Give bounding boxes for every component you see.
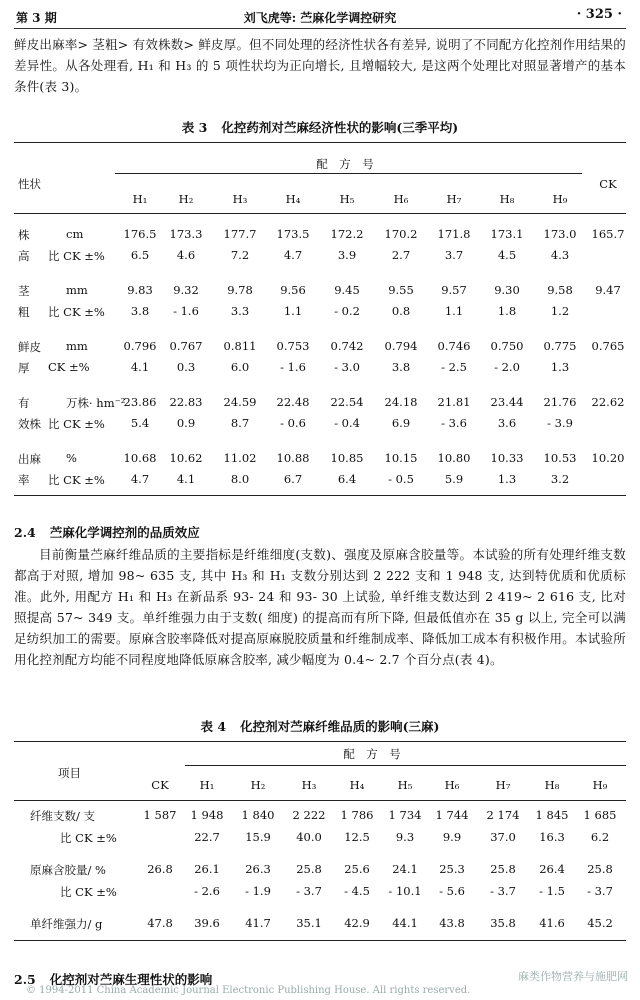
table3-cell: 6.0 (230, 360, 250, 374)
table3-row-unit: 比 CK ±% (48, 249, 105, 263)
table3-cell: 10.85 (330, 451, 364, 465)
table4-cell: 43.8 (439, 916, 465, 930)
running-header (14, 6, 626, 29)
table3-cell: 4.7 (130, 472, 150, 486)
table3-row-label: 效株 (18, 417, 41, 431)
table3-cell: 11.02 (223, 451, 257, 465)
table4-cell: 12.5 (344, 830, 370, 844)
table3-cell: 6.7 (283, 472, 303, 486)
table3-col-header: H₄ (285, 192, 301, 206)
table4-row-label: 纤维支数/ 支 (30, 809, 96, 823)
table4-cell: 2 174 (486, 808, 520, 822)
table4-cell: 35.8 (490, 916, 516, 930)
table3-cell: 3.8 (391, 360, 411, 374)
table3-row-label: 粗 (18, 305, 30, 319)
table3-cell: 5.4 (130, 416, 150, 430)
table4-cell: - 1.9 (245, 884, 271, 898)
table3-cell: 173.5 (276, 227, 310, 241)
table3-row-unit: % (66, 451, 77, 465)
table3-cell: 4.1 (130, 360, 150, 374)
table4-row-label: 比 CK ±% (60, 831, 117, 845)
table4-cell: 1 845 (535, 808, 569, 822)
table3-row-label: 率 (18, 473, 30, 487)
table4-cell: 6.2 (590, 830, 610, 844)
table4-cell: - 2.6 (194, 884, 220, 898)
table3-cell: 0.8 (391, 304, 411, 318)
table3-cell: 3.3 (230, 304, 250, 318)
table4-col-header: H₂ (250, 778, 266, 792)
table3-ck-header: CK (599, 177, 617, 191)
table3-cell: - 0.6 (280, 416, 306, 430)
table3-cell: - 3.9 (547, 416, 573, 430)
table3-cell: 9.58 (547, 283, 573, 297)
section-2-4-heading (14, 523, 200, 541)
table4-cell: 22.7 (194, 830, 220, 844)
table3-cell: - 1.6 (173, 304, 199, 318)
table3-col-header: H₃ (232, 192, 248, 206)
table3-cell: 165.7 (591, 227, 625, 241)
table4-row-label: 单纤维强力/ g (30, 917, 103, 931)
table3-cell: 6.9 (391, 416, 411, 430)
table3-cell: 1.3 (550, 360, 570, 374)
table3-cell: - 0.4 (334, 416, 360, 430)
table-rule (14, 741, 626, 742)
table4-cell: - 4.5 (344, 884, 370, 898)
table3-cell: 9.78 (227, 283, 253, 297)
table3-row-unit: cm (66, 227, 84, 241)
table3-cell: 9.83 (127, 283, 153, 297)
table3-cell: 8.7 (230, 416, 250, 430)
table3-cell: 0.767 (169, 339, 203, 353)
table3-cell: 10.80 (437, 451, 471, 465)
table3-cell: 1.8 (497, 304, 517, 318)
intro-paragraph: 鲜皮出麻率> 茎粗> 有效株数> 鲜皮厚。但不同处理的经济性状各有差异, 说明了不同配方化控剂作用结果的差异性。从各处理看, H₁ 和 H₃ 的 5 项性状均为正向增长, 且增幅较大, 是这两个处理比对照显著增产的基本条件(表 3)。 (14, 37, 626, 94)
table3-cell: 173.0 (543, 227, 577, 241)
table3-row-unit: 万株· hm⁻² (66, 396, 126, 410)
table4-cell: 25.8 (296, 862, 322, 876)
table3-cell: 10.15 (384, 451, 418, 465)
table4-cell: - 3.7 (587, 884, 613, 898)
table4-row-label: 比 CK ±% (60, 885, 117, 899)
table3-cell: 22.48 (276, 395, 310, 409)
table4-row-label: 原麻含胶量/ % (30, 863, 106, 877)
table3-cell: - 3.0 (334, 360, 360, 374)
table3-cell: 9.47 (595, 283, 621, 297)
table4-cell: 42.9 (344, 916, 370, 930)
table3-col-header: H₇ (446, 192, 462, 206)
table3-cell: 5.9 (444, 472, 464, 486)
table4-col-header: H₅ (397, 778, 413, 792)
table3-cell: 10.68 (123, 451, 157, 465)
table4-cell: 1 734 (388, 808, 422, 822)
table3-cell: 4.7 (283, 248, 303, 262)
table3-formula-header: 配 方 号 (316, 157, 374, 171)
table3-col-header: H₈ (499, 192, 515, 206)
table4-cell: 47.8 (147, 916, 173, 930)
table4-caption (0, 717, 640, 735)
page-number: · 325 · (576, 7, 622, 22)
table3-col-header: H₂ (178, 192, 194, 206)
table3-cell: 23.44 (490, 395, 524, 409)
table4-cell: 26.3 (245, 862, 271, 876)
table3-cell: 3.9 (337, 248, 357, 262)
table3-cell: 0.753 (276, 339, 310, 353)
table-rule (14, 495, 626, 496)
table4-cell: - 3.7 (296, 884, 322, 898)
table3-col-header: H₅ (339, 192, 355, 206)
table3-cell: 177.7 (223, 227, 257, 241)
table3-caption (0, 118, 640, 136)
table3-cell: 21.81 (437, 395, 471, 409)
table4-cell: 9.9 (442, 830, 462, 844)
table3-cell: 22.83 (169, 395, 203, 409)
table4-cell: 1 948 (190, 808, 224, 822)
table3-cell: 22.54 (330, 395, 364, 409)
table3-cell: 10.62 (169, 451, 203, 465)
table3-cell: 10.53 (543, 451, 577, 465)
table3-cell: 170.2 (384, 227, 418, 241)
table4-title: 化控剂对苎麻纤维品质的影响(三麻) (240, 719, 440, 734)
table4-cell: 16.3 (539, 830, 565, 844)
table3-col-header: H₁ (132, 192, 148, 206)
table3-cell: 3.8 (130, 304, 150, 318)
table3-cell: 0.811 (223, 339, 257, 353)
table4-number: 表 4 (200, 719, 227, 734)
table4-cell: - 3.7 (490, 884, 516, 898)
table4-col-header: H₁ (199, 778, 215, 792)
table4-cell: 1 587 (143, 808, 177, 822)
table3-cell: 8.0 (230, 472, 250, 486)
table3-cell: 0.794 (384, 339, 418, 353)
table4-formula-header: 配 方 号 (343, 747, 401, 761)
table3-cell: 21.76 (543, 395, 577, 409)
table4-cell: 39.6 (194, 916, 220, 930)
table3-cell: 4.6 (176, 248, 196, 262)
table4-cell: 41.6 (539, 916, 565, 930)
table3-trait-header: 性状 (18, 177, 41, 191)
table3-number: 表 3 (181, 120, 208, 135)
table4-cell: 25.6 (344, 862, 370, 876)
table4-cell: - 10.1 (388, 884, 422, 898)
table4-cell: 37.0 (490, 830, 516, 844)
table3-cell: 10.88 (276, 451, 310, 465)
table3-cell: 0.775 (543, 339, 577, 353)
table4-cell: 25.8 (587, 862, 613, 876)
table4-col-header: H₄ (349, 778, 365, 792)
table3-row-label: 高 (18, 249, 30, 263)
table3-row-label: 株 (18, 228, 30, 242)
table3-cell: 9.32 (173, 283, 199, 297)
table-rule (14, 800, 626, 801)
table3-cell: 176.5 (123, 227, 157, 241)
table4-item-header: 项目 (58, 766, 81, 780)
table3-cell: - 0.5 (388, 472, 414, 486)
table3-row-unit: CK ±% (48, 360, 90, 374)
table3-cell: 22.62 (591, 395, 625, 409)
table3-cell: 0.9 (176, 416, 196, 430)
table3-cell: 171.8 (437, 227, 471, 241)
table3-cell: 23.86 (123, 395, 157, 409)
table3-cell: 4.5 (497, 248, 517, 262)
table4-cell: 9.3 (395, 830, 415, 844)
section-2-5-number: 2.5 (14, 972, 36, 987)
table3-cell: 4.1 (176, 472, 196, 486)
table-rule (14, 213, 626, 214)
table4-col-header: H₆ (444, 778, 460, 792)
table-rule (185, 765, 626, 766)
table4-cell: 1 840 (241, 808, 275, 822)
table4-cell: 15.9 (245, 830, 271, 844)
section-2-5-title: 化控剂对苎麻生理性状的影响 (49, 972, 213, 987)
table3-row-unit: 比 CK ±% (48, 417, 105, 431)
running-title: 刘飞虎等: 苎麻化学调控研究 (243, 11, 397, 25)
table4-cell: 40.0 (296, 830, 322, 844)
table3-row-unit: mm (66, 283, 88, 297)
table4-cell: 26.1 (194, 862, 220, 876)
table3-cell: 0.765 (591, 339, 625, 353)
table4-cell: 1 685 (583, 808, 617, 822)
issue-number: 第 3 期 (16, 11, 57, 25)
section-2-4-title: 苎麻化学调控剂的品质效应 (49, 525, 200, 540)
table4-cell: - 5.6 (439, 884, 465, 898)
table4-cell: 26.4 (539, 862, 565, 876)
table-rule (115, 173, 582, 174)
table3-cell: 0.3 (176, 360, 196, 374)
table3-cell: 172.2 (330, 227, 364, 241)
table4-cell: 44.1 (392, 916, 418, 930)
table3-cell: 1.1 (444, 304, 464, 318)
table4-cell: 24.1 (392, 862, 418, 876)
table3-cell: 9.56 (280, 283, 306, 297)
table3-cell: 10.33 (490, 451, 524, 465)
table3-cell: 6.4 (337, 472, 357, 486)
table3-row-label: 有 (18, 396, 30, 410)
table3-cell: 3.7 (444, 248, 464, 262)
table4-col-header: H₉ (592, 778, 608, 792)
table3-cell: 1.3 (497, 472, 517, 486)
table4-col-header: H₇ (495, 778, 511, 792)
table3-cell: 0.796 (123, 339, 157, 353)
quality-paragraph: 目前衡量苎麻纤维品质的主要指标是纤维细度(支数)、强度及原麻含胶量等。本试验的所有处理纤维支数都高于对照, 增加 98~ 635 支, 其中 H₃ 和 H₁ 支数分别达到 2 222 支和 1 948 支, 达到特优质和优质标准。此外, 用配方 H₁ 和 H₃ 在新品系 93- 24 和 93- 30 上试验, 单纤维支数达到 2 419~ 2 616 支, 比对照提高 57~ 349 支。单纤维强力由于支数( 细度) 的提高而有所下降, 但最低值亦在 35 g 以上, 完全可以满足纺织加工的需要。原麻含胶率降低对提高原麻脱胶质量和纤维制成率、降低加工成本有积极作用。本试验所用化控剂配方均能不同程度地降低原麻含胶率, 减少幅度为 0.4~ 2.7 个百分点(表 4)。 (14, 547, 626, 667)
table3-row-label: 出麻 (18, 452, 41, 466)
table-rule (14, 940, 626, 941)
table3-cell: 9.57 (441, 283, 467, 297)
table3-cell: 6.5 (130, 248, 150, 262)
table3-cell: 4.3 (550, 248, 570, 262)
section-2-4-number: 2.4 (14, 525, 36, 540)
site-watermark: 麻类作物营养与施肥网 (518, 970, 628, 983)
table4-cell: 25.8 (490, 862, 516, 876)
table3-col-header: H₉ (552, 192, 568, 206)
table3-row-label: 厚 (18, 361, 30, 375)
table3-row-label: 茎 (18, 284, 30, 298)
table3-col-header: H₆ (393, 192, 409, 206)
copyright-notice: © 1994-2011 China Academic Journal Electronic Publishing House. All rights reserved. (26, 985, 471, 996)
table4-cell: 2 222 (292, 808, 326, 822)
table3-cell: - 0.2 (334, 304, 360, 318)
table3-cell: - 2.5 (441, 360, 467, 374)
table4-cell: 35.1 (296, 916, 322, 930)
table3-cell: 9.45 (334, 283, 360, 297)
table3-cell: 1.1 (283, 304, 303, 318)
table3-cell: 0.750 (490, 339, 524, 353)
table-rule (14, 142, 626, 143)
table3-cell: - 2.0 (494, 360, 520, 374)
table3-row-unit: 比 CK ±% (48, 305, 105, 319)
table3-cell: 173.3 (169, 227, 203, 241)
table3-cell: 24.18 (384, 395, 418, 409)
table3-cell: 2.7 (391, 248, 411, 262)
table4-cell: 45.2 (587, 916, 613, 930)
table4-col-header: H₃ (301, 778, 317, 792)
table3-cell: 0.742 (330, 339, 364, 353)
table3-row-label: 鲜皮 (18, 340, 41, 354)
table3-cell: 24.59 (223, 395, 257, 409)
table3-title: 化控药剂对苎麻经济性状的影响(三季平均) (221, 120, 459, 135)
table3-cell: - 3.6 (441, 416, 467, 430)
table4-col-header: CK (151, 778, 169, 792)
table4-col-header: H₈ (544, 778, 560, 792)
table4-cell: 26.8 (147, 862, 173, 876)
table3-cell: 0.746 (437, 339, 471, 353)
table4-cell: 1 786 (340, 808, 374, 822)
table4-cell: 25.3 (439, 862, 465, 876)
table3-cell: 173.1 (490, 227, 524, 241)
table3-cell: - 1.6 (280, 360, 306, 374)
table3-cell: 3.2 (550, 472, 570, 486)
table3-row-unit: mm (66, 339, 88, 353)
table3-cell: 9.55 (388, 283, 414, 297)
table4-cell: - 1.5 (539, 884, 565, 898)
table4-cell: 1 744 (435, 808, 469, 822)
table3-row-unit: 比 CK ±% (48, 473, 105, 487)
table3-cell: 1.2 (550, 304, 570, 318)
table3-cell: 7.2 (230, 248, 250, 262)
table3-cell: 9.30 (494, 283, 520, 297)
table3-cell: 3.6 (497, 416, 517, 430)
table3-cell: 10.20 (591, 451, 625, 465)
table4-cell: 41.7 (245, 916, 271, 930)
